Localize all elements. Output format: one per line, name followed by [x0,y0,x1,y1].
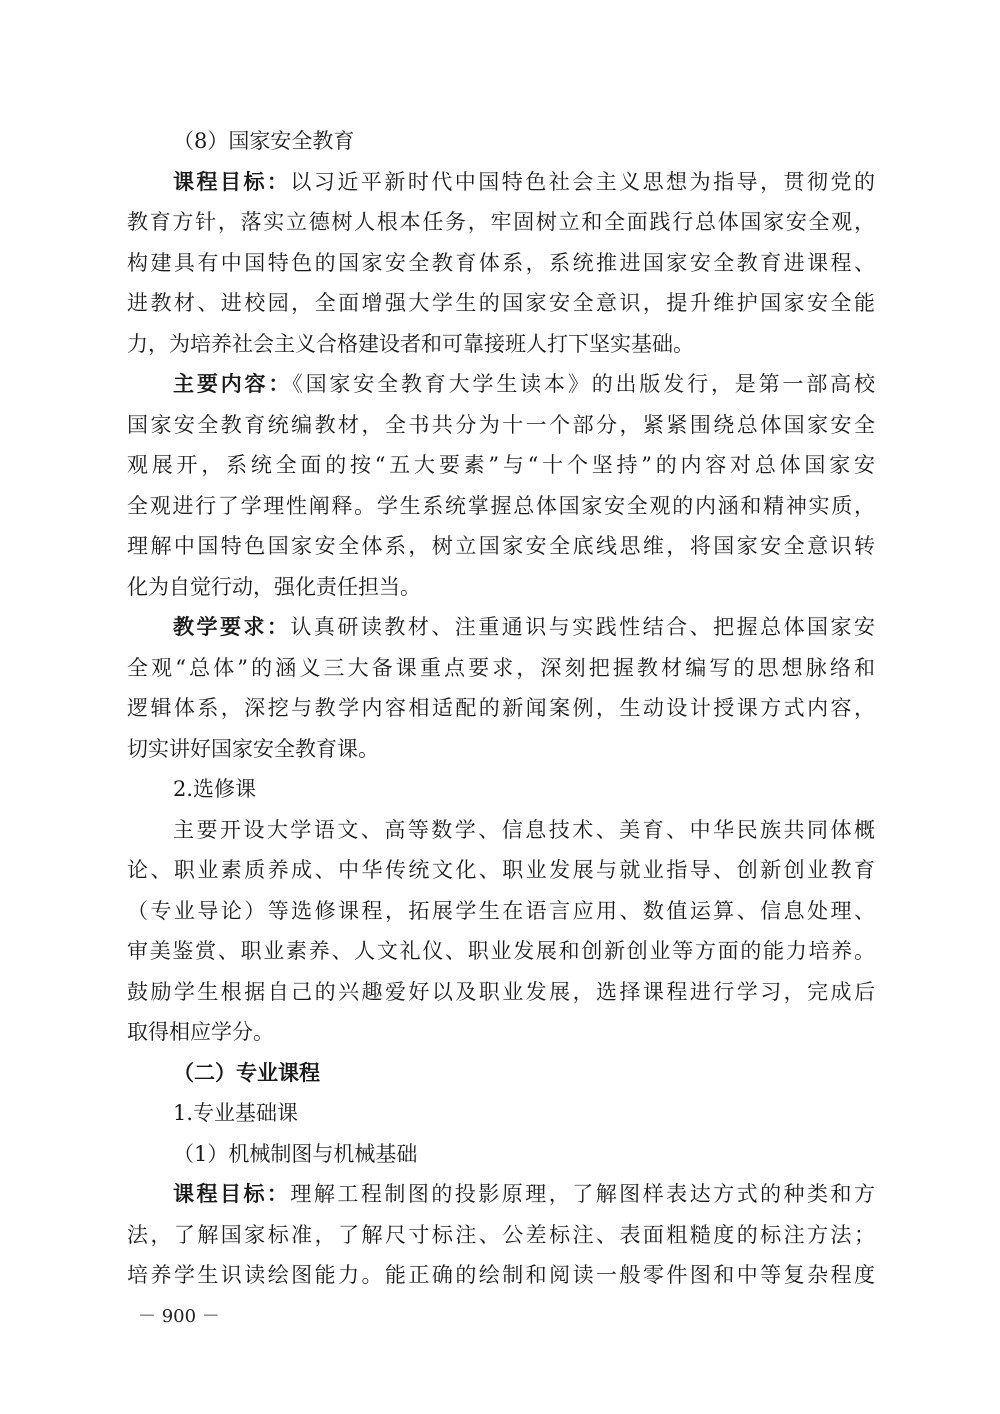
line-text: 《国家安全教育大学生读本》的出版发行，是第一部高校 [292,372,876,396]
text-line: （专业导论）等选修课程，拓展学生在语言应用、数值运算、信息处理、 [127,898,875,923]
text-line: 进教材、进校园，全面增强大学生的国家安全意识，提升维护国家安全能 [127,291,875,315]
text-line: 审美鉴赏、职业素养、人文礼仪、职业发展和创新创业等方面的能力培养。 [127,939,875,963]
text-line: （8）国家安全教育 [173,129,355,153]
text-line: 力，为培养社会主义合格建设者和可靠接班人打下坚实基础。 [127,331,694,356]
text-line: 教育方针，落实立德树人根本任务，牢固树立和全面践行总体国家安全观， [127,210,875,234]
text-line: 理解中国特色国家安全体系，树立国家安全底线思维，将国家安全意识转 [127,534,875,558]
text-line [127,162,875,203]
text-line [127,607,875,648]
text-line: 论、职业素质养成、中华传统文化、职业发展与就业指导、创新创业教育 [127,858,875,882]
section-label: 主要内容： [173,371,293,396]
section-heading: （二）专业课程 [173,1059,320,1085]
section-label: 课程目标： [173,1181,291,1206]
text-line: （1）机械制图与机械基础 [173,1141,418,1166]
section-label: 教学要求： [173,614,291,639]
text-line: 切实讲好国家安全教育课。 [127,736,379,761]
text-line: 2.选修课 [173,777,257,801]
text-line: 法，了解国家标准，了解尺寸标注、公差标注、表面粗糙度的标注方法； [127,1222,875,1247]
text-line: 主要开设大学语文、高等数学、信息技术、美育、中华民族共同体概 [173,817,875,842]
line-text: 认真研读教材、注重通识与实践性结合、把握总体国家安 [290,615,876,639]
text-line: 取得相应学分。 [127,1020,274,1044]
text-line: 1.专业基础课 [173,1101,299,1125]
line-text: 以习近平新时代中国特色社会主义思想为指导，贯彻党的 [290,169,876,194]
text-line: 全观“总体”的涵义三大备课重点要求，深刻把握教材编写的思想脉络和 [127,655,875,680]
text-line: 全观进行了学理性阐释。学生系统掌握总体国家安全观的内涵和精神实质， [127,493,875,518]
text-line: 国家安全教育统编教材，全书共分为十一个部分，紧紧围绕总体国家安全 [127,412,875,437]
section-label: 课程目标： [173,168,291,194]
text-line: 鼓励学生根据自己的兴趣爱好以及职业发展，选择课程进行学习，完成后 [127,979,875,1004]
page-number: － 900 － [138,1306,220,1327]
text-line: 培养学生识读绘图能力。能正确的绘制和阅读一般零件图和中等复杂程度 [127,1263,875,1287]
text-line [127,1174,875,1215]
text-line [127,364,875,405]
text-line: 化为自觉行动，强化责任担当。 [127,574,421,599]
text-line: 观展开，系统全面的按“五大要素”与“十个坚持”的内容对总体国家安 [127,453,875,477]
line-text: 理解工程制图的投影原理，了解图样表达方式的种类和方 [290,1182,876,1206]
text-line: 构建具有中国特色的国家安全教育体系，系统推进国家安全教育进课程、 [127,250,875,275]
text-line: 逻辑体系，深挖与教学内容相适配的新闻案例，生动设计授课方式内容， [127,696,875,720]
body-text [127,121,875,1296]
